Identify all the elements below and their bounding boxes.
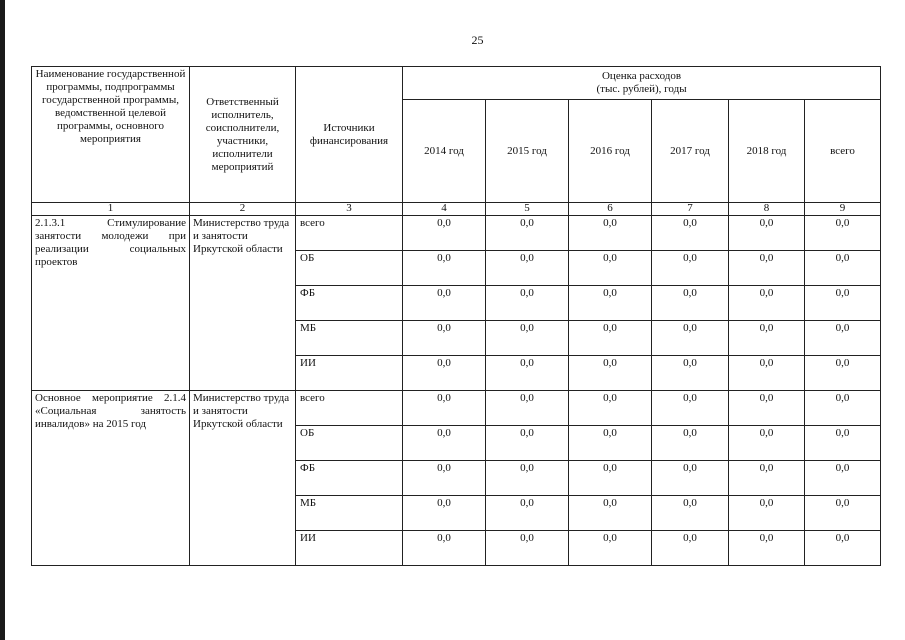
header-year-total: всего [805,100,881,203]
value-cell: 0,0 [805,286,881,321]
value-cell: 0,0 [805,391,881,426]
header-year: 2016 год [569,100,652,203]
value-cell: 0,0 [403,496,486,531]
value-cell: 0,0 [486,496,569,531]
header-responsible: Ответственный исполнитель, соисполнители, участники, исполнители мероприятий [190,67,296,203]
value-cell: 0,0 [805,251,881,286]
program-name-cell: Основное мероприятие 2.1.4 «Социальная занятость инвалидов» на 2015 год [32,391,190,566]
value-cell: 0,0 [805,426,881,461]
header-name: Наименование государственной программы, подпрограммы государственной программы, ведомственной целевой программы, основного мероприятия [32,67,190,203]
value-cell: 0,0 [486,251,569,286]
value-cell: 0,0 [403,356,486,391]
value-cell: 0,0 [403,531,486,566]
value-cell: 0,0 [569,461,652,496]
value-cell: 0,0 [805,216,881,251]
funding-source-cell: МБ [296,496,403,531]
value-cell: 0,0 [729,391,805,426]
value-cell: 0,0 [486,356,569,391]
value-cell: 0,0 [729,286,805,321]
column-number: 8 [729,203,805,216]
value-cell: 0,0 [652,531,729,566]
value-cell: 0,0 [652,426,729,461]
value-cell: 0,0 [403,391,486,426]
value-cell: 0,0 [805,496,881,531]
column-number: 7 [652,203,729,216]
value-cell: 0,0 [729,496,805,531]
value-cell: 0,0 [569,251,652,286]
value-cell: 0,0 [486,461,569,496]
value-cell: 0,0 [729,426,805,461]
table-row [32,391,881,426]
header-estimate [403,67,881,100]
value-cell: 0,0 [569,531,652,566]
value-cell: 0,0 [652,216,729,251]
column-number: 4 [403,203,486,216]
value-cell: 0,0 [569,321,652,356]
value-cell: 0,0 [569,496,652,531]
value-cell: 0,0 [805,321,881,356]
value-cell: 0,0 [805,531,881,566]
funding-source-cell: ФБ [296,286,403,321]
funding-source-cell: ОБ [296,426,403,461]
value-cell: 0,0 [652,461,729,496]
value-cell: 0,0 [729,461,805,496]
value-cell: 0,0 [805,461,881,496]
value-cell: 0,0 [569,216,652,251]
value-cell: 0,0 [569,391,652,426]
program-name-cell: 2.1.3.1 Стимулирование занятости молодежи при реализации социальных проектов [32,216,190,391]
funding-source-cell: ОБ [296,251,403,286]
column-number: 3 [296,203,403,216]
value-cell: 0,0 [729,531,805,566]
column-number-row [32,203,881,216]
funding-source-cell: всего [296,391,403,426]
budget-table [31,66,881,566]
value-cell: 0,0 [403,251,486,286]
value-cell: 0,0 [486,531,569,566]
page-number: 25 [471,33,484,47]
value-cell: 0,0 [729,356,805,391]
column-number: 1 [32,203,190,216]
header-year: 2014 год [403,100,486,203]
scan-edge-bar [0,0,5,640]
value-cell: 0,0 [486,426,569,461]
value-cell: 0,0 [486,321,569,356]
funding-source-cell: МБ [296,321,403,356]
value-cell: 0,0 [805,356,881,391]
value-cell: 0,0 [403,461,486,496]
value-cell: 0,0 [652,356,729,391]
value-cell: 0,0 [403,321,486,356]
value-cell: 0,0 [569,426,652,461]
column-number: 5 [486,203,569,216]
value-cell: 0,0 [569,356,652,391]
column-number: 9 [805,203,881,216]
value-cell: 0,0 [403,216,486,251]
funding-source-cell: ИИ [296,356,403,391]
value-cell: 0,0 [652,251,729,286]
value-cell: 0,0 [652,496,729,531]
value-cell: 0,0 [486,391,569,426]
value-cell: 0,0 [729,216,805,251]
header-estimate-line2: (тыс. рублей), годы [596,83,687,95]
value-cell: 0,0 [652,286,729,321]
responsible-cell: Министерство труда и занятости Иркутской области [190,216,296,391]
value-cell: 0,0 [729,251,805,286]
value-cell: 0,0 [652,391,729,426]
value-cell: 0,0 [486,286,569,321]
value-cell: 0,0 [403,426,486,461]
table-row [32,216,881,251]
funding-source-cell: ФБ [296,461,403,496]
value-cell: 0,0 [569,286,652,321]
value-cell: 0,0 [403,286,486,321]
column-number: 2 [190,203,296,216]
value-cell: 0,0 [486,216,569,251]
responsible-cell: Министерство труда и занятости Иркутской области [190,391,296,566]
column-number: 6 [569,203,652,216]
header-estimate-line1: Оценка расходов [601,70,682,82]
header-sources: Источники финансирования [296,67,403,203]
header-year: 2015 год [486,100,569,203]
value-cell: 0,0 [729,321,805,356]
value-cell: 0,0 [652,321,729,356]
header-year: 2017 год [652,100,729,203]
funding-source-cell: всего [296,216,403,251]
funding-source-cell: ИИ [296,531,403,566]
header-year: 2018 год [729,100,805,203]
